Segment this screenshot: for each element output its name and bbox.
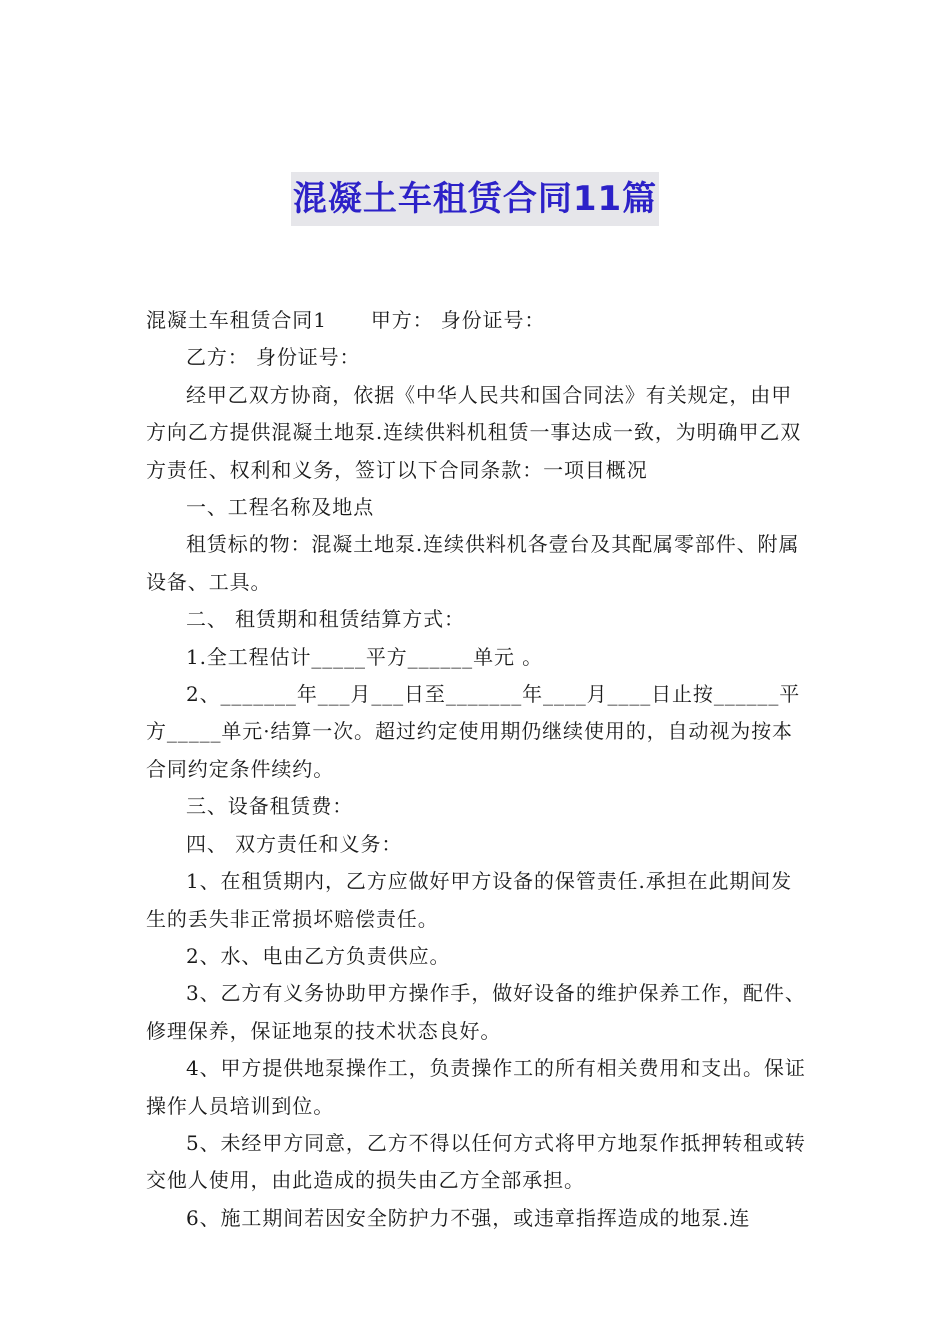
paragraph: 6、施工期间若因安全防护力不强，或违章指挥造成的地泵.连 [186,1205,751,1230]
paragraph: 租赁标的物：混凝土地泵.连续供料机各壹台及其配属零部件、附属设备、工具。 [146,532,800,594]
paragraph: 5、未经甲方同意，乙方不得以任何方式将甲方地泵作抵押转租或转交他人使用，由此造成的损失由乙方全部承担。 [146,1130,806,1193]
document-title [0,172,950,226]
paragraph: 2、_______年___月___日至_______年____月____日止按______平方_____单元·结算一次。超过约定使用期仍继续使用的，自动视为按本合同约定条件续约。 [146,682,801,781]
contract-name: 混凝土车租赁合同1 [146,308,327,332]
paragraph: 乙方： 身份证号： [186,345,361,370]
party-a-line: 甲方： 身份证号： [370,308,546,332]
document-title-text: 混凝土车租赁合同11篇 [291,172,659,226]
paragraph: 2、水、电由乙方负责供应。 [186,943,451,968]
paragraph: 四、 双方责任和义务： [186,831,403,856]
paragraph: 1.全工程估计_____平方______单元 。 [186,644,544,669]
paragraph: 3、乙方有义务协助甲方操作手，做好设备的维护保养工作，配件、修理保养，保证地泵的技术状态良好。 [146,981,806,1043]
paragraph: 二、 租赁期和租赁结算方式： [186,607,465,632]
document-body [146,302,810,1237]
paragraph: 经甲乙双方协商，依据《中华人民共和国合同法》有关规定，由甲方向乙方提供混凝土地泵.连续供料机租赁一事达成一致，为明确甲乙双方责任、权利和义务，签订以下合同条款：一项目概况 [146,382,802,482]
paragraph: 1、在租赁期内，乙方应做好甲方设备的保管责任.承担在此期间发生的丢失非正常损坏赔偿责任。 [146,869,793,931]
paragraph: 三、设备租赁费： [186,794,354,819]
paragraph: 4、甲方提供地泵操作工，负责操作工的所有相关费用和支出。保证操作人员培训到位。 [146,1056,806,1118]
contract-heading-line [146,302,810,339]
paragraph: 一、工程名称及地点 [186,495,375,520]
